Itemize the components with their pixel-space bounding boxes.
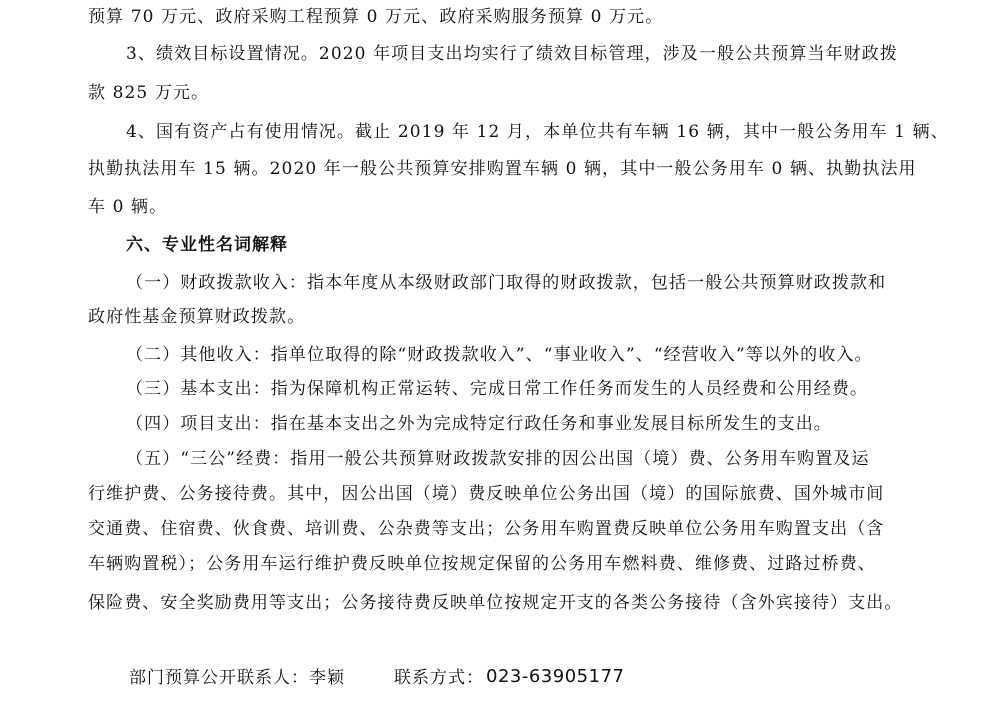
contact-phone-label: 联系方式： [394, 668, 484, 688]
paragraph-line: （一）财政拨款收入：指本年度从本级财政部门取得的财政拨款，包括一般公共预算财政拨款和 [126, 273, 887, 293]
paragraph-line: （五）“三公”经费：指用一般公共预算财政拨款安排的因公出国（境）费、公务用车购置及运 [126, 449, 870, 469]
paragraph-line: 4、国有资产占有使用情况。截止 2019 年 12 月，本单位共有车辆 16 辆，其中一般公务用车 1 辆、 [126, 122, 949, 142]
paragraph-line: 交通费、住宿费、伙食费、培训费、公杂费等支出；公务用车购置费反映单位公务用车购置支出（含 [88, 519, 885, 539]
paragraph-line: 政府性基金预算财政拨款。 [88, 307, 306, 327]
paragraph-line: 车辆购置税）；公务用车运行维护费反映单位按规定保留的公务用车燃料费、维修费、过路过桥费、 [88, 554, 876, 574]
paragraph-line: 3、绩效目标设置情况。2020 年项目支出均实行了绩效目标管理，涉及一般公共预算当年财政拨 [126, 44, 898, 64]
section-heading: 六、专业性名词解释 [126, 235, 288, 255]
paragraph-line: 行维护费、公务接待费。其中，因公出国（境）费反映单位公务出国（境）的国际旅费、国外城市间 [88, 484, 885, 504]
paragraph-line: （四）项目支出：指在基本支出之外为完成特定行政任务和事业发展目标所发生的支出。 [126, 414, 832, 434]
paragraph-line: 保险费、安全奖励费用等支出；公务接待费反映单位按规定开支的各类公务接待（含外宾接待）支出。 [88, 593, 903, 613]
paragraph-line: 车 0 辆。 [88, 197, 168, 217]
paragraph-line: 执勤执法用车 15 辆。2020 年一般公共预算安排购置车辆 0 辆，其中一般公务用车 0 辆、执勤执法用 [88, 159, 917, 179]
contact-person: 部门预算公开联系人：李颖 [129, 668, 345, 688]
paragraph-line: （三）基本支出：指为保障机构正常运转、完成日常工作任务而发生的人员经费和公用经费。 [126, 379, 869, 399]
paragraph-line: 款 825 万元。 [88, 83, 210, 103]
paragraph-line: 预算 70 万元、政府采购工程预算 0 万元、政府采购服务预算 0 万元。 [88, 7, 664, 27]
paragraph-line: （二）其他收入：指单位取得的除“财政拨款收入”、“事业收入”、“经营收入”等以外的收入。 [126, 345, 873, 365]
contact-phone-number: 023-63905177 [486, 666, 625, 687]
